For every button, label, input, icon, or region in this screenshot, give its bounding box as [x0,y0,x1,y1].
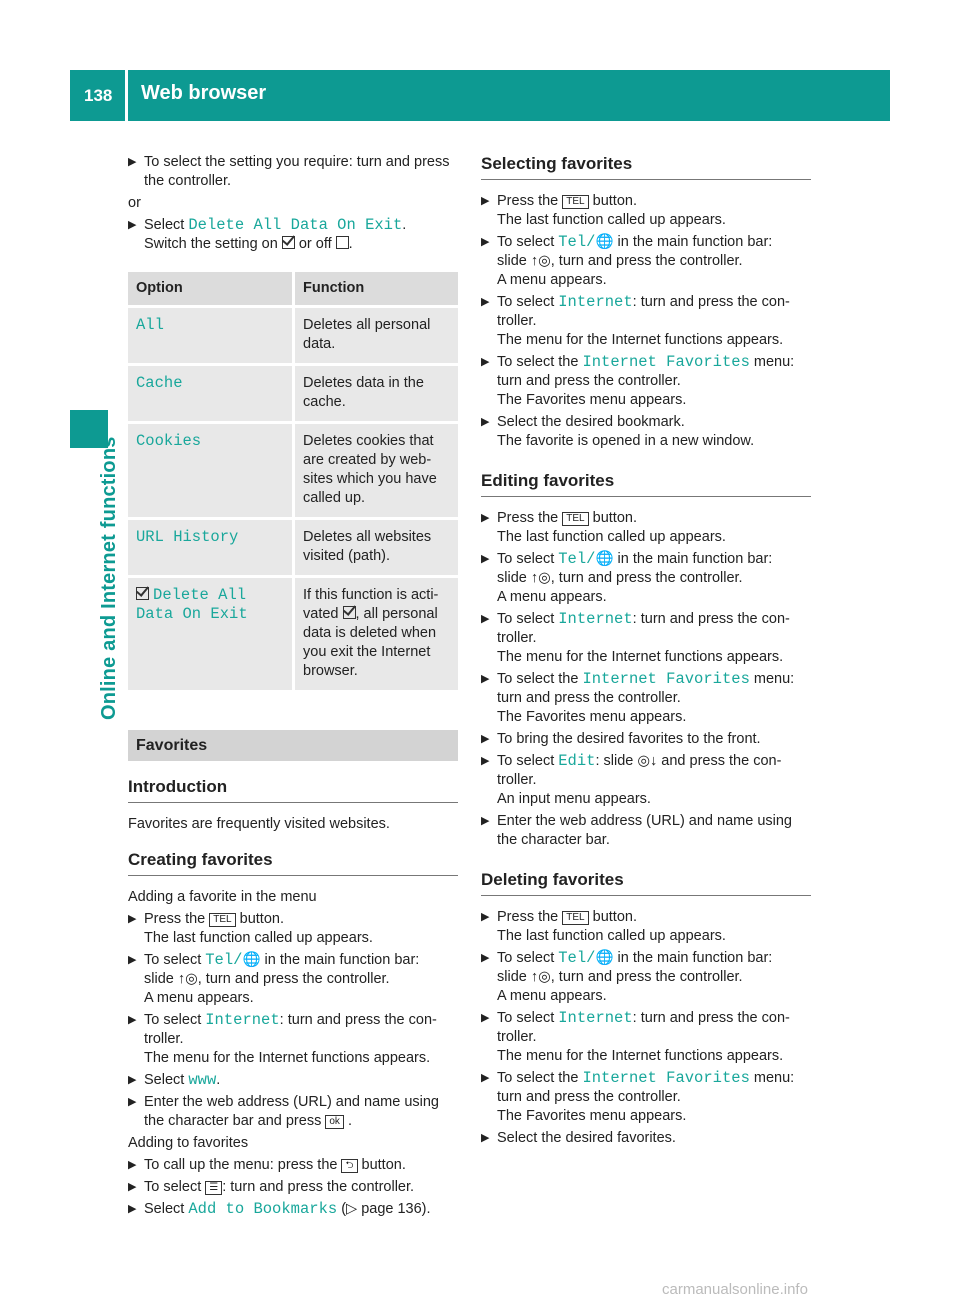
arrow-icon: ▶ [128,219,137,231]
heading: Creating favorites [128,850,458,876]
globe-icon: 🌐 [595,551,614,567]
step: ▶ To bring the desired favorites to the front. [481,731,761,747]
checkbox-checked-icon [343,606,356,619]
step: ▶ To select Tel/🌐 in the main function bar: slide ↑◎, turn and press the controller. A menu appears. [481,949,773,1004]
page-number: 138 [84,86,113,105]
step: ▶ To select Tel/🌐 in the main function bar: slide ↑◎, turn and press the controller. A menu appears. [128,951,420,1006]
step: ▶ To call up the menu: press the ⮌ button. [128,1157,406,1173]
step: ▶ To select the Internet Favorites menu: turn and press the controller. The Favorites menu appears. [481,670,795,725]
step: ▶ To select the Internet Favorites menu: turn and press the controller. The Favorites menu appears. [481,353,795,408]
step: ▶ Press the TEL button. The last function called up appears. [481,510,726,545]
table-header: Option [128,272,294,307]
step: ▶ Select Add to Bookmarks (▷ page 136). [128,1200,431,1218]
page-header [70,70,890,121]
globe-icon: 🌐 [595,950,614,966]
arrow-icon: ▶ [128,156,137,168]
checkbox-checked-icon [282,236,295,249]
globe-icon: 🌐 [242,952,261,968]
step: ▶ Select www. [128,1071,221,1089]
step: ▶ To select the setting you require: turn and press the controller. [128,154,450,189]
step: ▶ To select the Internet Favorites menu: turn and press the controller. The Favorites menu appears. [481,1069,795,1124]
checkbox-checked-icon [136,587,149,600]
step: ▶ Select Delete All Data On Exit. Switch the setting on or off . [128,216,407,252]
step: ▶ Press the TEL button. The last function called up appears. [481,193,726,228]
tel-key-icon: TEL [562,195,588,209]
step: ▶ Select the desired favorites. [481,1130,676,1146]
step: ▶ Press the TEL button. The last function called up appears. [481,909,726,944]
heading: Editing favorites [481,471,811,497]
step: ▶ To select Internet: turn and press the con-troller. The menu for the Internet functions appears. [481,293,790,348]
heading: Selecting favorites [481,154,811,180]
right-column [481,138,811,1151]
step: ▶ To select Internet: turn and press the con-troller. The menu for the Internet functions appears. [481,610,790,665]
side-tab-label: Online and Internet functions [98,436,120,720]
step: ▶ Enter the web address (URL) and name using the character bar. [481,813,792,848]
table-row: URL History Deletes all websites visited (path). [128,519,458,577]
step: ▶ Enter the web address (URL) and name using the character bar and press ok . [128,1094,439,1129]
globe-icon: 🌐 [595,234,614,250]
options-table [128,272,458,690]
table-row: Delete All Data On Exit If this function is acti-vated , all personal data is deleted when you exit the Internet browser. [128,577,458,691]
ok-key-icon: ok [325,1115,344,1129]
table-header: Function [294,272,459,307]
step: ▶ Select the desired bookmark. The favorite is opened in a new window. [481,414,755,449]
table-row: Cache Deletes data in the cache. [128,365,458,423]
step: ▶ To select Tel/🌐 in the main function bar: slide ↑◎, turn and press the controller. A menu appears. [481,233,773,288]
tel-key-icon: TEL [209,913,235,927]
step: ▶ To select Internet: turn and press the con-troller. The menu for the Internet functions appears. [128,1011,437,1066]
header-separator [125,70,128,121]
checkbox-empty-icon [336,236,349,249]
table-row: All Deletes all personal data. [128,307,458,365]
menu-icon: ☰ [205,1181,222,1195]
table-row: Cookies Deletes cookies that are created by web-sites which you have called up. [128,423,458,519]
step: ▶ To select ☰ : turn and press the controller. [128,1179,415,1195]
back-key-icon: ⮌ [341,1159,357,1173]
heading: Introduction [128,777,458,803]
section-band: Favorites [128,730,458,761]
watermark: carmanualsonline.info [662,1281,808,1298]
tel-key-icon: TEL [562,911,588,925]
or-text: or [128,195,141,211]
heading: Deleting favorites [481,870,811,896]
step: ▶ To select Internet: turn and press the con-troller. The menu for the Internet functions appears. [481,1009,790,1064]
tel-key-icon: TEL [562,512,588,526]
step: ▶ Press the TEL button. The last function called up appears. [128,911,373,946]
step: ▶ To select Edit: slide ◎↓ and press the con-troller. An input menu appears. [481,752,782,807]
left-column: ▶ To select the setting you require: turn and press the controller. or ▶ Select Delete All Data On Exit. Switch the setting on or off . Option Function All Deletes all personal data. Cache Deletes data in the cache. Cookies Deletes cookies that are created by web-sites which you have called up. URL History Deletes all websites visited (path). Delete All Data On Exit If this function is acti-vated , all personal data is deleted when you exit the Internet browser. Favorites Introduction Favorites are frequently visited websites. Creating favorites Adding a favorite in the menu ▶ Press the TEL button. The last function called up appears. ▶ To select Tel/🌐 in the main function bar: slide ↑◎, turn and press the controller. A menu appears. ▶ To select Internet: turn and press the con-troller. The menu for the Internet functions appears. ▶ Select www. ▶ Enter the web address (URL) and name using the character bar and press ok . Adding to favorites ▶ To call up the menu: press the ⮌ button. ▶ To select ☰ : turn and press the controller. ▶ Select Add to Bookmarks (▷ page 136). [128,150,458,1222]
step: ▶ To select Tel/🌐 in the main function bar: slide ↑◎, turn and press the controller. A menu appears. [481,550,773,605]
page-title: Web browser [141,82,267,104]
